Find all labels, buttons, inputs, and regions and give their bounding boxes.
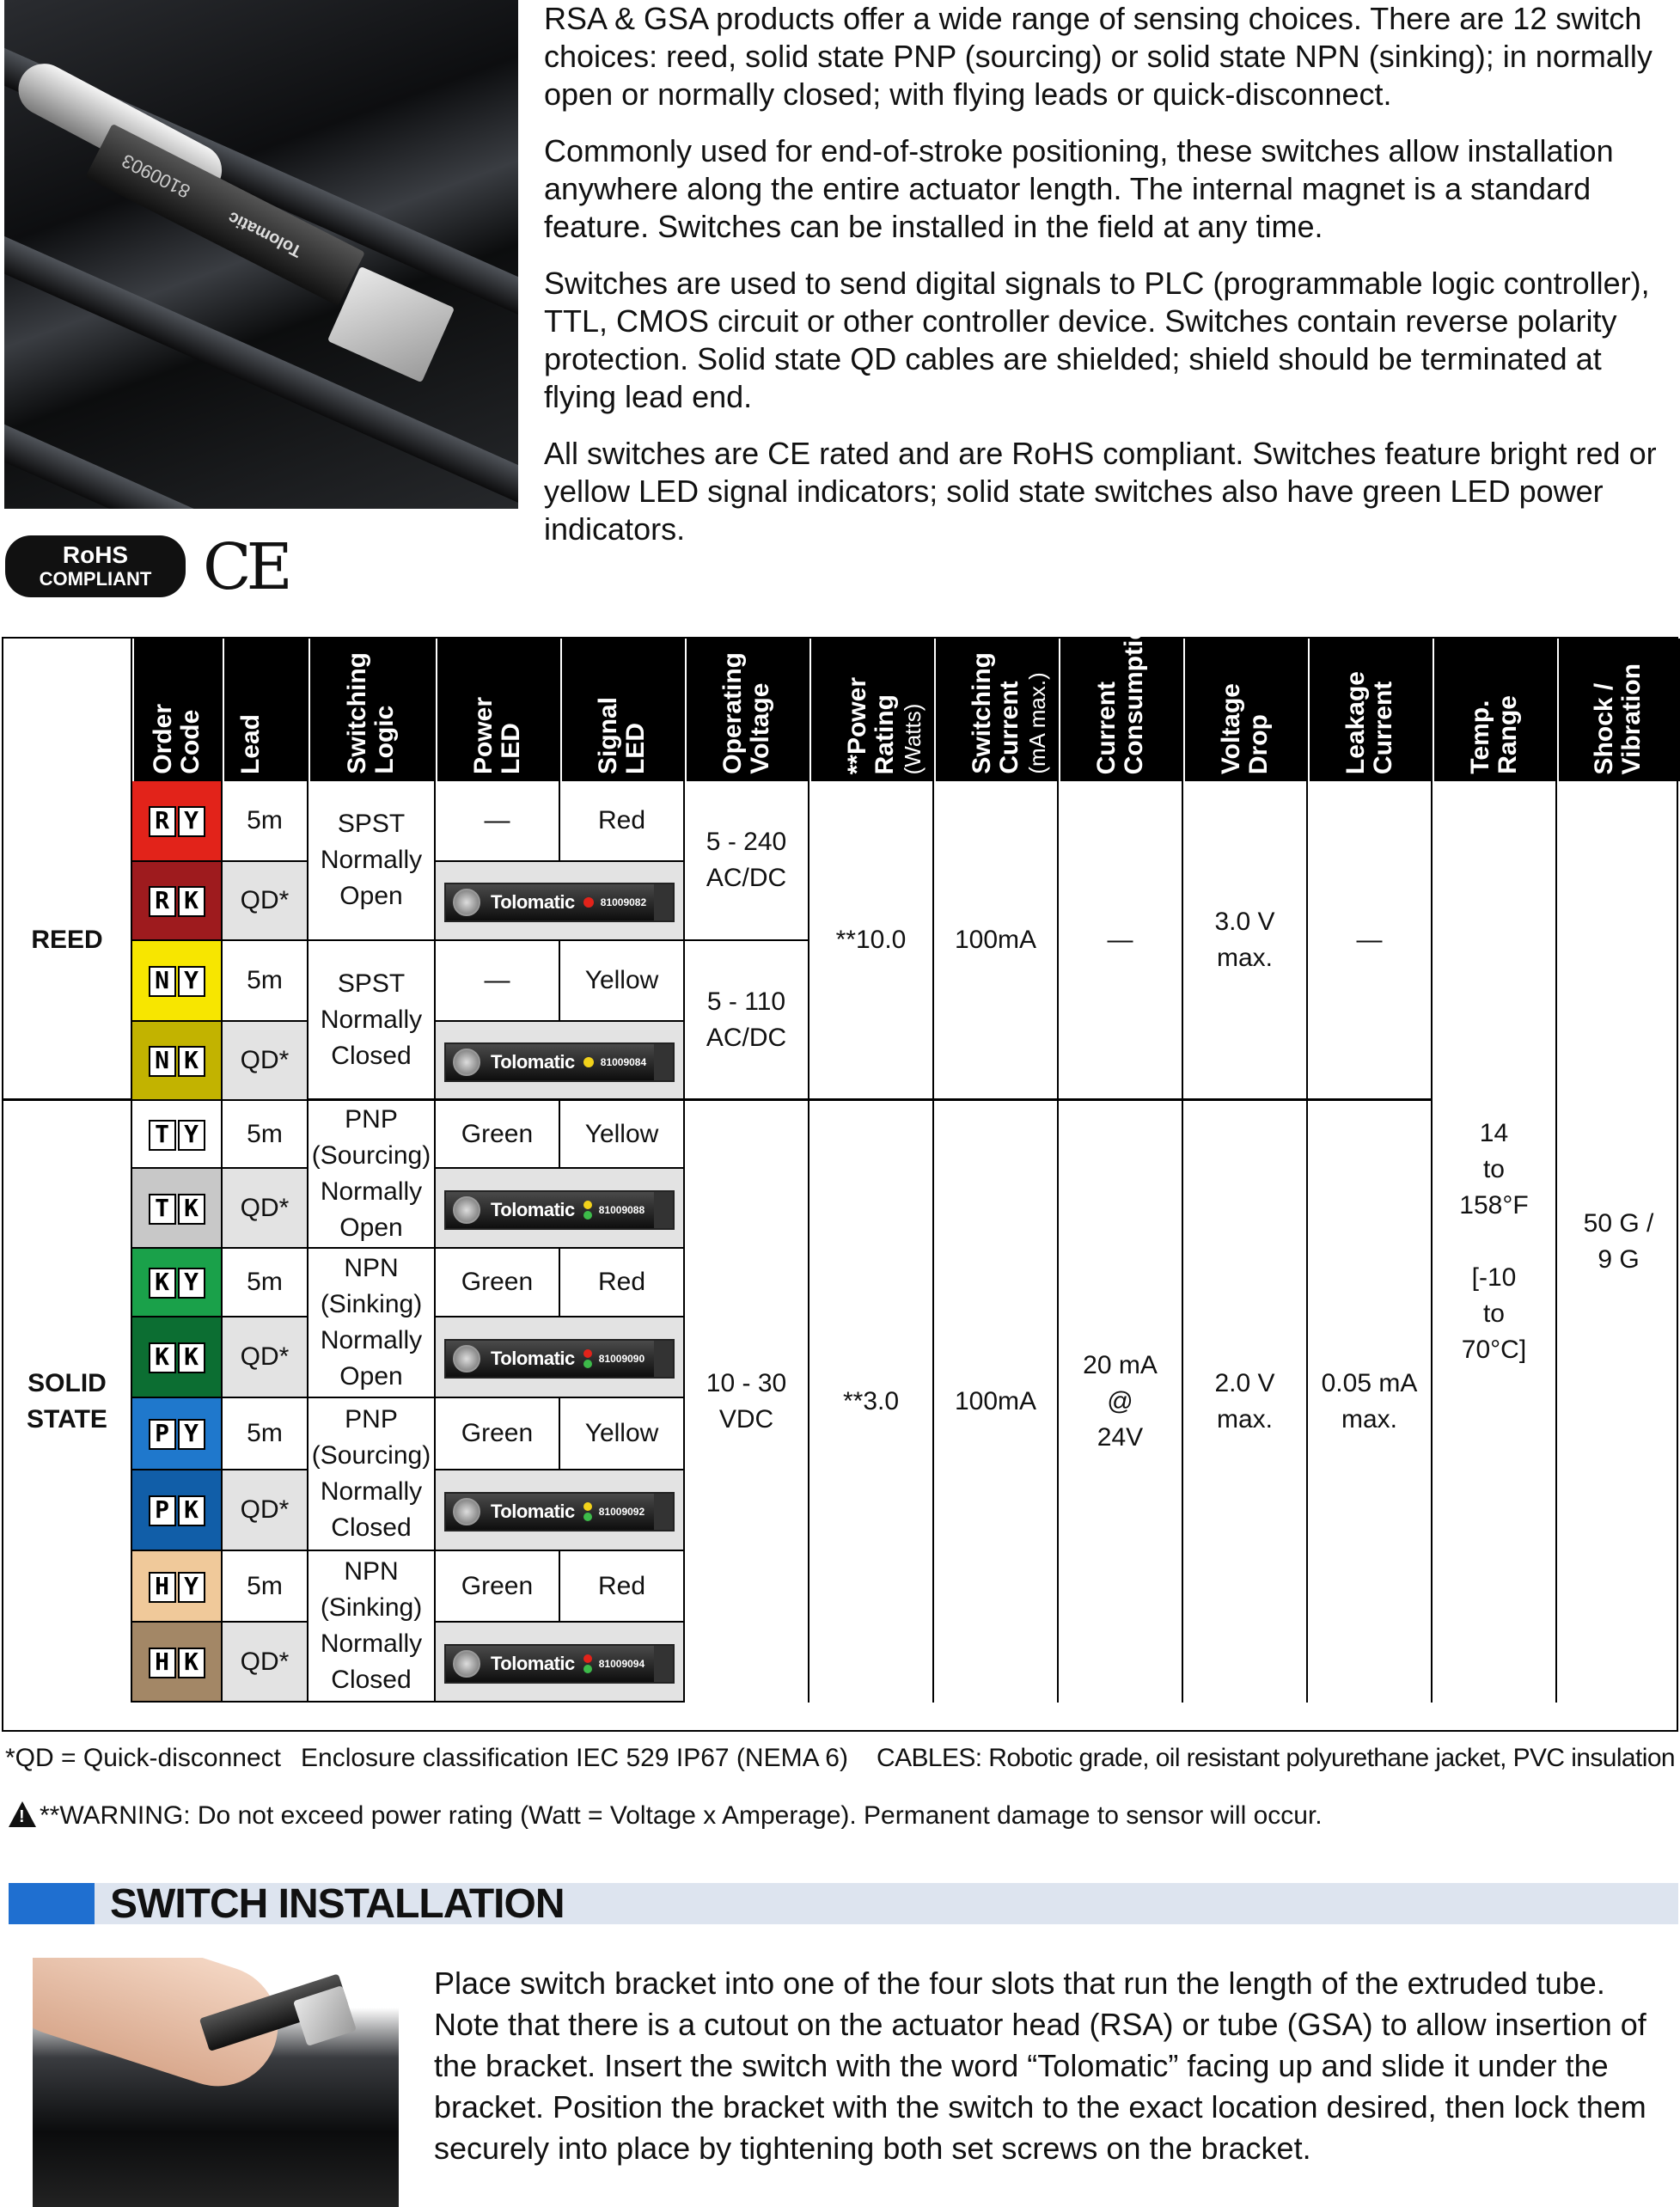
- signal-led-cell: [560, 781, 685, 862]
- lead-cell: [223, 1623, 309, 1703]
- switching-logic-line: (Sinking): [320, 1593, 423, 1622]
- switching-logic-cell: [309, 941, 436, 1101]
- order-code-tk: [132, 1169, 223, 1249]
- header-power-led: [436, 639, 560, 781]
- shock-vibration-line: 50 G /: [1583, 1209, 1654, 1238]
- intro-paragraph-4: All switches are CE rated and are RoHS compliant. Switches feature bright red or yellow LED signal indicators; solid state switches also have green LED power indicators.: [544, 436, 1657, 547]
- power-rating-value: **10.0: [835, 925, 907, 954]
- lead-cell: [223, 941, 309, 1022]
- signal-led-cell: [560, 941, 685, 1022]
- order-code-rk: [132, 862, 223, 941]
- connector-plug: [654, 1341, 673, 1377]
- signal-led-value: Red: [597, 806, 646, 835]
- switch-part-number: 81009084: [600, 1055, 647, 1068]
- intro-paragraph-2: Commonly used for end-of-stroke positioning, these switches allow installation anywhere along the entire actuator length. The internal magnet is a standard feature. Switches can be installed in the field at any time.: [544, 133, 1614, 244]
- signal-led-cell: [560, 1398, 685, 1470]
- led-icon: [583, 1057, 594, 1067]
- order-code-kk: [132, 1317, 223, 1398]
- header-order-code: [132, 639, 223, 781]
- header-line: LED: [620, 723, 650, 774]
- power-led-value: Green: [461, 1268, 534, 1296]
- operating-voltage-line: AC/DC: [706, 1023, 787, 1052]
- set-screw-icon: [453, 1498, 480, 1525]
- temp-range-line: 158°F: [1459, 1191, 1529, 1220]
- order-code-letter: K: [178, 1495, 205, 1526]
- power-led-value: Green: [461, 1419, 534, 1447]
- connector-plug: [654, 1494, 673, 1530]
- header-line: Shock /: [1589, 682, 1618, 774]
- switching-logic-cell: [309, 1398, 436, 1551]
- order-code-letter: P: [149, 1419, 176, 1450]
- lead-value: QD*: [240, 886, 290, 914]
- shock-vibration-cell: [1557, 781, 1680, 1703]
- set-screw-icon: [453, 1345, 480, 1372]
- switching-current-value: 100mA: [954, 925, 1037, 954]
- switching-logic-line: (Sourcing): [311, 1441, 431, 1470]
- set-screw-icon: [453, 1196, 480, 1224]
- header-line: Switching: [967, 652, 996, 774]
- lead-value: QD*: [240, 1647, 290, 1676]
- order-code-nk: [132, 1022, 223, 1101]
- lead-value: 5m: [247, 1571, 283, 1600]
- current-consumption-cell: [1059, 1101, 1183, 1703]
- header-switching-current-text: [967, 652, 1050, 774]
- header-line: Leakage: [1341, 670, 1370, 774]
- ce-mark: CE: [203, 530, 288, 604]
- header-line: Current: [1091, 681, 1121, 774]
- switching-current-cell: [934, 1101, 1059, 1703]
- header-operating-voltage-text: [719, 652, 778, 774]
- lead-value: 5m: [247, 1419, 283, 1447]
- leakage-current-line: max.: [1341, 1405, 1397, 1434]
- signal-led-cell: [560, 1551, 685, 1623]
- header-line: Rating: [870, 694, 899, 774]
- lead-value: 5m: [247, 1268, 283, 1296]
- order-code-letter: Y: [178, 1268, 205, 1299]
- lead-value: QD*: [240, 1342, 290, 1371]
- order-code-letter: Y: [178, 1419, 205, 1450]
- power-led-cell: [436, 941, 560, 1022]
- voltage-drop-value: 2.0 V max.: [1214, 1369, 1275, 1434]
- warning-text: **WARNING: Do not exceed power rating (Watt = Voltage x Amperage). Permanent damage to sensor will occur.: [40, 1801, 1323, 1830]
- switching-logic-line: SPST: [337, 969, 406, 998]
- current-consumption-line: 20 mA: [1083, 1351, 1158, 1379]
- header-line: (Watts): [899, 703, 926, 774]
- order-code-letter: K: [178, 1046, 205, 1077]
- header-corner: [3, 639, 132, 781]
- power-led-cell: [436, 1551, 560, 1623]
- header-power-rating-text: [842, 676, 926, 774]
- shock-vibration-line: 9 G: [1598, 1245, 1640, 1274]
- switch-spec-table: [2, 608, 1678, 1732]
- power-led-value: Green: [461, 1119, 534, 1148]
- section-title: SWITCH INSTALLATION: [110, 1881, 565, 1927]
- led-pair-icon: [583, 1349, 592, 1368]
- switch-product-photo: [4, 0, 518, 509]
- header-temp-range-text: [1467, 695, 1525, 774]
- switching-logic-line: Normally: [320, 1629, 423, 1658]
- qd-switch-image-cell: [436, 1623, 685, 1703]
- order-code-letter: N: [149, 1046, 176, 1077]
- header-line: Power: [468, 696, 498, 774]
- header-power-rating: [809, 639, 934, 781]
- temp-range-cell: [1433, 781, 1557, 1703]
- connector-plug: [654, 1192, 673, 1228]
- rohs-line-2: COMPLIANT: [39, 568, 152, 590]
- order-code-ky: [132, 1249, 223, 1317]
- leakage-current-line: 0.05 mA: [1321, 1369, 1418, 1397]
- led-icon: [583, 1349, 592, 1358]
- header-signal-led: [560, 639, 685, 781]
- header-line: Operating: [718, 652, 747, 774]
- header-line: LED: [496, 723, 525, 774]
- header-line: Switching: [343, 652, 371, 774]
- switch-part-number: 81009094: [598, 1657, 645, 1670]
- switching-logic-cell: [309, 1551, 436, 1703]
- power-led-value: Green: [461, 1571, 534, 1600]
- order-code-letter: Y: [178, 1120, 205, 1151]
- header-power-led-text: [470, 697, 528, 774]
- lead-cell: [223, 862, 309, 941]
- section-accent-block: [9, 1883, 95, 1924]
- group-solid-state-label: STATE: [27, 1405, 107, 1434]
- connector-plug: [654, 1646, 673, 1682]
- signal-led-value: Red: [597, 1571, 646, 1600]
- switch-part-number: 81009092: [598, 1506, 645, 1518]
- order-code-letter: Y: [178, 966, 205, 997]
- voltage-drop-cell: [1183, 1101, 1308, 1703]
- temp-range-line: to: [1482, 1299, 1505, 1328]
- signal-led-cell: [560, 1101, 685, 1169]
- lead-cell: [223, 781, 309, 862]
- switching-logic-line: Closed: [331, 1041, 412, 1070]
- operating-voltage-cell: [685, 1101, 809, 1703]
- qd-switch-image: [444, 1644, 675, 1684]
- qd-switch-image-cell: [436, 1470, 685, 1551]
- header-order-code-text: [150, 704, 208, 774]
- header-line: Current: [994, 681, 1023, 774]
- operating-voltage-line: AC/DC: [706, 864, 787, 892]
- order-code-letter: Y: [178, 806, 205, 837]
- switching-logic-line: Normally: [320, 1326, 423, 1354]
- lead-value: 5m: [247, 966, 283, 994]
- switching-logic-line: NPN: [344, 1254, 399, 1282]
- header-current-consumption-text: [1093, 608, 1152, 774]
- current-consumption-line: —: [1107, 925, 1133, 954]
- lead-cell: [223, 1022, 309, 1101]
- leakage-current-cell: [1308, 1101, 1433, 1703]
- operating-voltage-line: 5 - 110: [706, 987, 786, 1016]
- header-line: Vibration: [1616, 663, 1646, 774]
- intro-paragraph-1: RSA & GSA products offer a wide range of sensing choices. There are 12 switch choices: reed, solid state PNP (sourcing) or solid state NPN (sinking); in normally open or normally closed; with flying leads or quick-disconnect.: [544, 1, 1653, 112]
- led-pair-icon: [583, 1502, 592, 1521]
- qd-switch-image: [444, 1042, 675, 1082]
- voltage-drop-value: 3.0 V max.: [1214, 907, 1275, 972]
- group-solid-state-label: SOLID: [27, 1369, 107, 1397]
- connector-plug: [654, 884, 673, 920]
- switching-current-cell: [934, 781, 1059, 1101]
- header-signal-led-text: [595, 697, 653, 774]
- led-icon: [583, 897, 594, 908]
- warning-icon: !: [9, 1801, 36, 1827]
- switch-brand: Tolomatic: [491, 1050, 575, 1073]
- lead-value: 5m: [247, 1119, 283, 1148]
- header-line: **Power: [842, 676, 871, 774]
- qd-switch-image: [444, 1339, 675, 1379]
- header-line: (mA max.): [1023, 672, 1050, 774]
- header-operating-voltage: [685, 639, 809, 781]
- lead-cell: [223, 1551, 309, 1623]
- header-leakage-current: [1308, 639, 1433, 781]
- switch-brand: Tolomatic: [491, 1501, 575, 1522]
- header-switching-logic-text: [344, 652, 402, 774]
- switching-logic-cell: [309, 781, 436, 941]
- set-screw-icon: [453, 889, 480, 916]
- leakage-current-line: —: [1356, 925, 1383, 954]
- order-code-letter: K: [149, 1268, 176, 1299]
- header-temp-range: [1433, 639, 1557, 781]
- header-line: Temp.: [1465, 700, 1494, 774]
- installation-photo: [33, 1958, 399, 2207]
- power-led-cell: [436, 1398, 560, 1470]
- qd-switch-image-cell: [436, 1022, 685, 1101]
- switching-logic-line: Closed: [331, 1666, 412, 1694]
- header-lead: [223, 639, 309, 781]
- header-line: Logic: [370, 706, 399, 774]
- switching-logic-line: Closed: [331, 1513, 412, 1542]
- operating-voltage-line: VDC: [718, 1405, 774, 1434]
- order-code-letter: K: [178, 886, 205, 917]
- lead-cell: [223, 1249, 309, 1317]
- order-code-hk: [132, 1623, 223, 1703]
- order-code-hy: [132, 1551, 223, 1623]
- rohs-line-1: RoHS: [62, 541, 129, 568]
- switching-logic-line: Open: [339, 1362, 403, 1391]
- header-line: Signal: [593, 696, 622, 774]
- order-code-letter: K: [149, 1342, 176, 1373]
- order-code-py: [132, 1398, 223, 1470]
- leakage-current-cell: [1308, 781, 1433, 1101]
- signal-led-value: Yellow: [584, 966, 659, 994]
- switch-part-number: 81009082: [600, 896, 647, 908]
- header-switching-logic: [309, 639, 436, 781]
- set-screw-icon: [453, 1048, 480, 1076]
- rohs-badge: [5, 535, 186, 597]
- warning-note: [9, 1798, 1323, 1833]
- order-code-letter: Y: [178, 1572, 205, 1603]
- order-code-letter: T: [149, 1194, 176, 1225]
- operating-voltage-cell: [685, 941, 809, 1101]
- lead-value: QD*: [240, 1193, 290, 1222]
- power-led-value: —: [484, 806, 510, 835]
- switch-brand: Tolomatic: [491, 1652, 575, 1674]
- header-line: Lead: [236, 713, 265, 774]
- order-code-letter: R: [149, 806, 176, 837]
- current-consumption-line: @: [1107, 1387, 1133, 1415]
- order-code-ry: [132, 781, 223, 862]
- header-switching-current: [934, 639, 1059, 781]
- operating-voltage-line: 5 - 240: [706, 828, 787, 856]
- header-leakage-current-text: [1342, 671, 1401, 774]
- lead-cell: [223, 1169, 309, 1249]
- header-voltage-drop: [1183, 639, 1308, 781]
- switching-current-value: 100mA: [954, 1387, 1037, 1415]
- header-line: Code: [175, 710, 205, 774]
- led-pair-icon: [583, 1654, 592, 1673]
- footnote-cables: CABLES: Robotic grade, oil resistant polyurethane jacket, PVC insulation: [877, 1744, 1675, 1772]
- temp-range-line: [-10: [1471, 1263, 1517, 1292]
- signal-led-cell: [560, 1249, 685, 1317]
- qd-switch-image: [444, 1492, 675, 1531]
- header-shock-vibration-text: [1591, 663, 1649, 774]
- header-shock-vibration: [1557, 639, 1680, 781]
- footnote-enclosure: Enclosure classification IEC 529 IP67 (NEMA 6): [301, 1744, 848, 1772]
- power-rating-cell: [809, 781, 934, 1101]
- power-led-cell: [436, 781, 560, 862]
- order-code-ny: [132, 941, 223, 1022]
- header-current-consumption: [1059, 608, 1183, 781]
- led-icon: [583, 1665, 592, 1673]
- switching-logic-cell: [309, 1249, 436, 1398]
- switching-logic-line: (Sourcing): [311, 1141, 431, 1170]
- qd-switch-image-cell: [436, 1169, 685, 1249]
- power-led-cell: [436, 1101, 560, 1169]
- photo-label-brand: Tolomatic: [224, 207, 305, 261]
- switching-logic-line: Normally: [320, 1005, 423, 1034]
- power-rating-value: **3.0: [842, 1387, 900, 1415]
- temp-range-line: [1459, 1224, 1528, 1260]
- header-line: Drop: [1243, 714, 1273, 774]
- lead-value: QD*: [240, 1495, 290, 1524]
- lead-value: 5m: [247, 806, 283, 835]
- current-consumption-cell: [1059, 781, 1183, 1101]
- group-reed: [3, 781, 132, 1101]
- header-lead-text: [237, 714, 296, 774]
- qd-switch-image: [444, 883, 675, 922]
- set-screw-icon: [453, 1650, 480, 1678]
- temp-range-line: 14: [1479, 1119, 1509, 1147]
- switching-logic-line: Normally: [320, 1477, 423, 1506]
- signal-led-value: Yellow: [584, 1419, 659, 1447]
- header-line: Voltage: [1216, 682, 1245, 774]
- order-code-letter: T: [149, 1120, 176, 1151]
- header-line: Consumption: [1119, 608, 1148, 774]
- switching-logic-line: NPN: [344, 1557, 399, 1586]
- order-code-letter: N: [149, 966, 176, 997]
- header-line: Order: [148, 704, 177, 774]
- order-code-pk: [132, 1470, 223, 1551]
- intro-paragraph-3: Switches are used to send digital signals to PLC (programmable logic controller), TTL, CMOS circuit or other controller device. Switches contain reverse polarity protection. Solid state QD cables are shielded; shield should be terminated at flying lead end.: [544, 266, 1650, 414]
- led-icon: [583, 1360, 592, 1368]
- header-line: Range: [1493, 695, 1522, 774]
- led-icon: [583, 1502, 592, 1511]
- header-voltage-drop-text: [1218, 683, 1276, 774]
- order-code-letter: K: [178, 1648, 205, 1678]
- current-consumption-line: 24V: [1097, 1423, 1144, 1452]
- led-icon: [583, 1654, 592, 1663]
- switching-logic-line: Normally: [320, 1177, 423, 1206]
- switch-brand: Tolomatic: [491, 1348, 575, 1369]
- switching-logic-line: SPST: [337, 810, 406, 838]
- photo-label-partno: 8100903: [118, 150, 194, 203]
- order-code-letter: H: [149, 1572, 176, 1603]
- voltage-drop-cell: [1183, 781, 1308, 1101]
- signal-led-value: Red: [597, 1268, 646, 1296]
- switching-logic-line: (Sinking): [320, 1290, 423, 1318]
- switch-brand: Tolomatic: [491, 1198, 575, 1220]
- order-code-letter: K: [178, 1342, 205, 1373]
- led-pair-icon: [583, 1201, 592, 1220]
- installation-text: Place switch bracket into one of the four slots that run the length of the extruded tube. Note that there is a cutout on the actuator head (RSA) or tube (GSA) to allow insertion of the bracket. Insert the switch with the word “Tolomatic” facing up and slide it under the bracket. Position the bracket with the switch to the exact location desired, then lock them securely into place by tightening both set screws on the bracket.: [434, 1966, 1646, 2166]
- lead-value: QD*: [240, 1046, 290, 1074]
- power-led-value: —: [484, 966, 510, 994]
- operating-voltage-cell: [685, 781, 809, 941]
- led-icon: [583, 1513, 592, 1521]
- temp-range-line: to: [1482, 1155, 1505, 1183]
- switching-logic-line: Open: [339, 1214, 403, 1242]
- qd-switch-image: [444, 1190, 675, 1230]
- header-line: Current: [1368, 681, 1397, 774]
- switching-logic-line: PNP: [345, 1105, 398, 1134]
- led-icon: [583, 1201, 592, 1209]
- switch-part-number: 81009088: [598, 1203, 645, 1216]
- connector-plug: [654, 1044, 673, 1080]
- qd-switch-image-cell: [436, 1317, 685, 1398]
- signal-led-value: Yellow: [584, 1119, 659, 1148]
- order-code-letter: H: [149, 1648, 176, 1678]
- switching-logic-line: Normally: [320, 846, 423, 874]
- power-led-cell: [436, 1249, 560, 1317]
- group-solid-state: [3, 1101, 132, 1703]
- qd-switch-image-cell: [436, 862, 685, 941]
- operating-voltage-line: 10 - 30: [706, 1369, 787, 1397]
- switching-logic-line: Open: [339, 882, 403, 910]
- order-code-letter: K: [178, 1194, 205, 1225]
- power-rating-cell: [809, 1101, 934, 1703]
- group-reed-label: REED: [31, 925, 103, 954]
- switching-logic-cell: [309, 1101, 436, 1249]
- switch-part-number: 81009090: [598, 1353, 645, 1365]
- order-code-letter: P: [149, 1495, 176, 1526]
- order-code-ty: [132, 1101, 223, 1169]
- footnote-qd: *QD = Quick-disconnect: [5, 1744, 281, 1772]
- led-icon: [583, 1211, 592, 1220]
- lead-cell: [223, 1101, 309, 1169]
- lead-cell: [223, 1470, 309, 1551]
- header-line: Voltage: [745, 682, 774, 774]
- order-code-letter: R: [149, 886, 176, 917]
- switch-brand: Tolomatic: [491, 891, 575, 913]
- intro-text: [544, 0, 1678, 548]
- lead-cell: [223, 1317, 309, 1398]
- switching-logic-line: PNP: [345, 1405, 398, 1434]
- temp-range-line: 70°C]: [1461, 1336, 1527, 1364]
- lead-cell: [223, 1398, 309, 1470]
